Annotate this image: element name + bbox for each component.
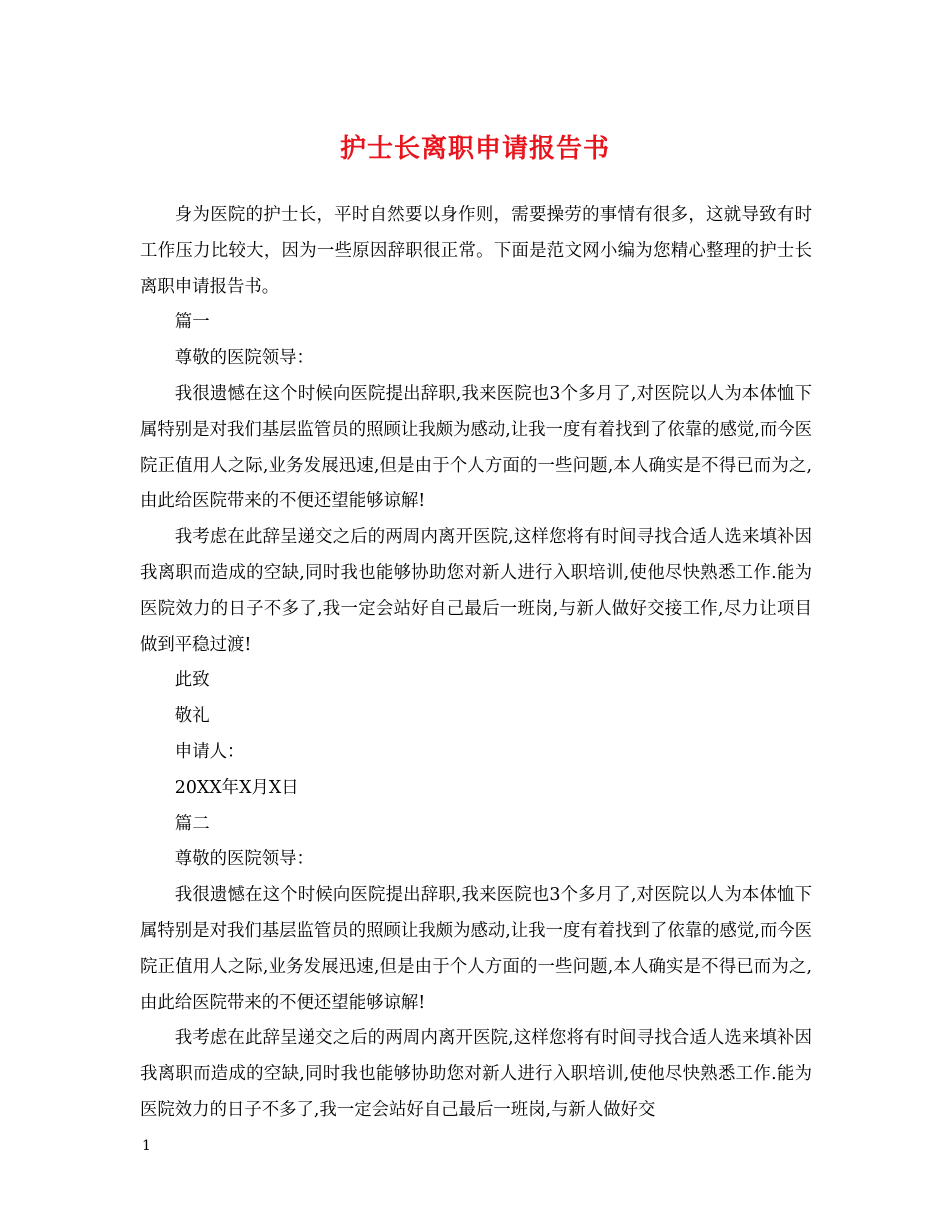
salutation-1: 尊敬的医院领导： bbox=[174, 348, 314, 369]
applicant-line: 申请人： bbox=[174, 741, 245, 762]
body-paragraph-1b: 我考虑在此辞呈递交之后的两周内离开医院,这样您将有时间寻找合适人选来填补因我离职而造成的空缺,同时我也能够协助您对新人进行入职培训,使他尽快熟悉工作.能为医院效力的日子不多了,我一定会站好自己最后一班岗,与新人做好交接工作,尽力让项目做到平稳过渡! bbox=[140, 527, 812, 655]
document-body bbox=[140, 198, 812, 1129]
section-heading-2: 篇二 bbox=[174, 813, 210, 834]
date-line: 20XX年X月X日 bbox=[174, 777, 299, 798]
body-paragraph-2b: 我考虑在此辞呈递交之后的两周内离开医院,这样您将有时间寻找合适人选来填补因我离职而造成的空缺,同时我也能够协助您对新人进行入职培训,使他尽快熟悉工作.能为医院效力的日子不多了,我一定会站好自己最后一班岗,与新人做好交 bbox=[140, 1028, 812, 1120]
body-paragraph-2a: 我很遗憾在这个时候向医院提出辞职,我来医院也3个多月了,对医院以人为本体恤下属特别是对我们基层监管员的照顾让我颇为感动,让我一度有着找到了依靠的感觉,而今医院正值用人之际,业务发展迅速,但是由于个人方面的一些问题,本人确实是不得已而为之,由此给医院带来的不便还望能够谅解! bbox=[140, 885, 812, 1013]
body-paragraph-1a: 我很遗憾在这个时候向医院提出辞职,我来医院也3个多月了,对医院以人为本体恤下属特别是对我们基层监管员的照顾让我颇为感动,让我一度有着找到了依靠的感觉,而今医院正值用人之际,业务发展迅速,但是由于个人方面的一些问题,本人确实是不得已而为之,由此给医院带来的不便还望能够谅解! bbox=[140, 383, 812, 512]
section-heading-1: 篇一 bbox=[174, 312, 210, 333]
page-number: 1 bbox=[142, 1138, 151, 1154]
closing-line-2: 敬礼 bbox=[174, 706, 210, 727]
closing-line-1: 此致 bbox=[174, 670, 210, 691]
page-title: 护士长离职申请报告书 bbox=[339, 134, 610, 164]
intro-paragraph: 身为医院的护士长，平时自然要以身作则，需要操劳的事情有很多，这就导致有时工作压力比较大，因为一些原因辞职很正常。下面是范文网小编为您精心整理的护士长离职申请报告书。 bbox=[140, 205, 812, 297]
salutation-2: 尊敬的医院领导： bbox=[174, 849, 314, 870]
